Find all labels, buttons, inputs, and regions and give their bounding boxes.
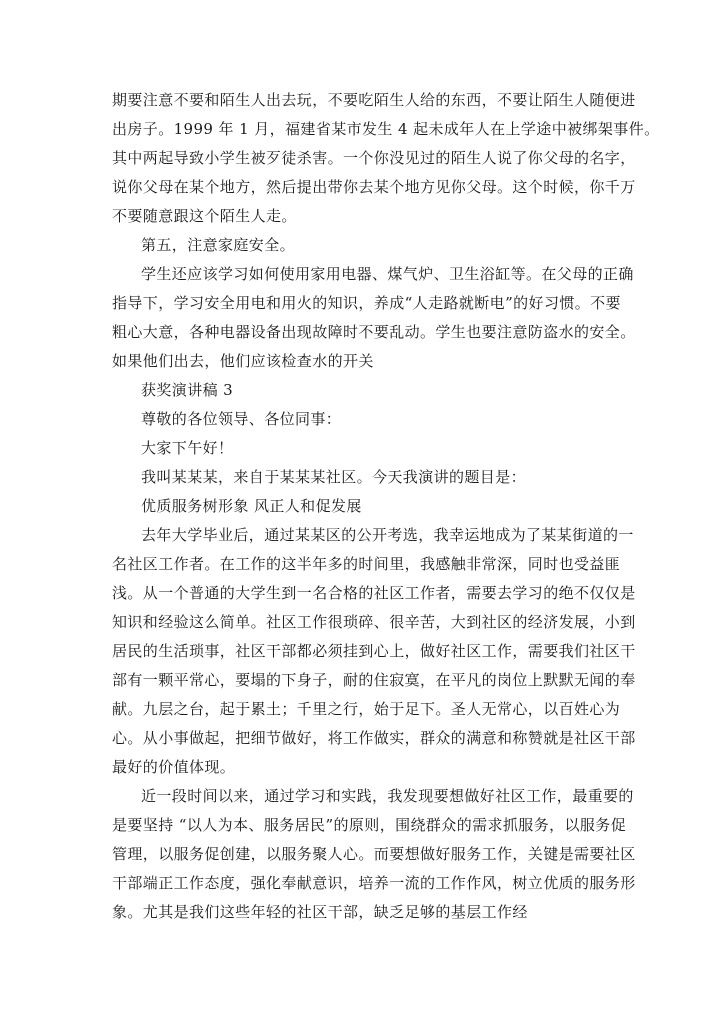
text-line: 指导下，学习安全用电和用火的知识，养成“人走路就断电”的好习惯。不要 (112, 294, 621, 312)
text-line: 干部端正工作态度，强化奉献意识，培养一流的工作作风，树立优质的服务形 (112, 874, 636, 892)
text-line: 近一段时间以来，通过学习和实践，我发现要想做好社区工作，最重要的 (141, 787, 634, 805)
text-line: 部有一颗平常心，要塌的下身子，耐的住寂寞，在平凡的岗位上默默无闻的奉 (112, 671, 636, 689)
text-line: 我叫某某某，来自于某某某社区。今天我演讲的题目是： (141, 468, 527, 486)
text-line: 浅。从一个普通的大学生到一名合格的社区工作者，需要去学习的绝不仅仅是 (112, 584, 636, 602)
text-line: 知识和经验这么简单。社区工作很琐碎、很辛苦，大到社区的经济发展，小到 (112, 613, 636, 631)
paragraph-service-principle (112, 782, 636, 927)
text-line: 尊敬的各位领导、各位同事： (141, 410, 342, 428)
speech-title (112, 492, 612, 521)
text-line: 说你父母在某个地方，然后提出带你去某个地方见你父母。这个时候，你千万 (112, 178, 636, 196)
text-line: 第五，注意家庭安全。 (141, 236, 296, 254)
text-line: 象。尤其是我们这些年轻的社区干部，缺乏足够的基层工作经 (112, 903, 528, 921)
paragraph-home-safety (112, 260, 636, 376)
greeting (112, 434, 612, 463)
text-line: 不要随意跟这个陌生人走。 (112, 207, 297, 225)
text-line: 期要注意不要和陌生人出去玩，不要吃陌生人给的东西，不要让陌生人随便进 (112, 91, 636, 109)
introduction (112, 463, 612, 492)
text-line: 去年大学毕业后，通过某某区的公开考选，我幸运地成为了某某街道的一 (141, 526, 634, 544)
text-line: 管理，以服务促创建，以服务聚人心。而要想做好服务工作，关键是需要社区 (112, 845, 636, 863)
text-line: 最好的价值体现。 (112, 758, 236, 776)
text-line: 大家下午好！ (141, 439, 234, 457)
text-line: 出房子。1999 年 1 月，福建省某市发生 4 起未成年人在上学途中被绑架事件。 (112, 120, 660, 138)
text-line: 如果他们出去，他们应该检查水的开关 (112, 352, 374, 370)
paragraph-community-work (112, 521, 636, 782)
text-line: 居民的生活琐事，社区干部都必须挂到心上，做好社区工作，需要我们社区干 (112, 642, 636, 660)
paragraph-heading-home-safety (112, 231, 612, 260)
paragraph-stranger-safety (112, 86, 660, 231)
salutation (112, 405, 612, 434)
text-line: 粗心大意，各种电器设备出现故障时不要乱动。学生也要注意防盗水的安全。 (112, 323, 636, 341)
text-line: 是要坚持 “以人为本、服务居民”的原则，围绕群众的需求抓服务，以服务促 (112, 816, 627, 834)
document-page (112, 86, 660, 927)
text-line: 优质服务树形象 风正人和促发展 (141, 497, 362, 515)
text-line: 献。九层之台，起于累土；千里之行，始于足下。圣人无常心，以百姓心为 (112, 700, 621, 718)
text-line: 其中两起导致小学生被歹徒杀害。一个你没见过的陌生人说了你父母的名字， (112, 149, 636, 167)
text-line: 心。从小事做起，把细节做好，将工作做实，群众的满意和称赞就是社区干部 (112, 729, 636, 747)
section-title (112, 376, 612, 405)
text-line: 名社区工作者。在工作的这半年多的时间里，我感触非常深，同时也受益匪 (112, 555, 621, 573)
text-line: 学生还应该学习如何使用家用电器、煤气炉、卫生浴缸等。在父母的正确 (141, 265, 634, 283)
text-line: 获奖演讲稿 3 (141, 381, 234, 399)
